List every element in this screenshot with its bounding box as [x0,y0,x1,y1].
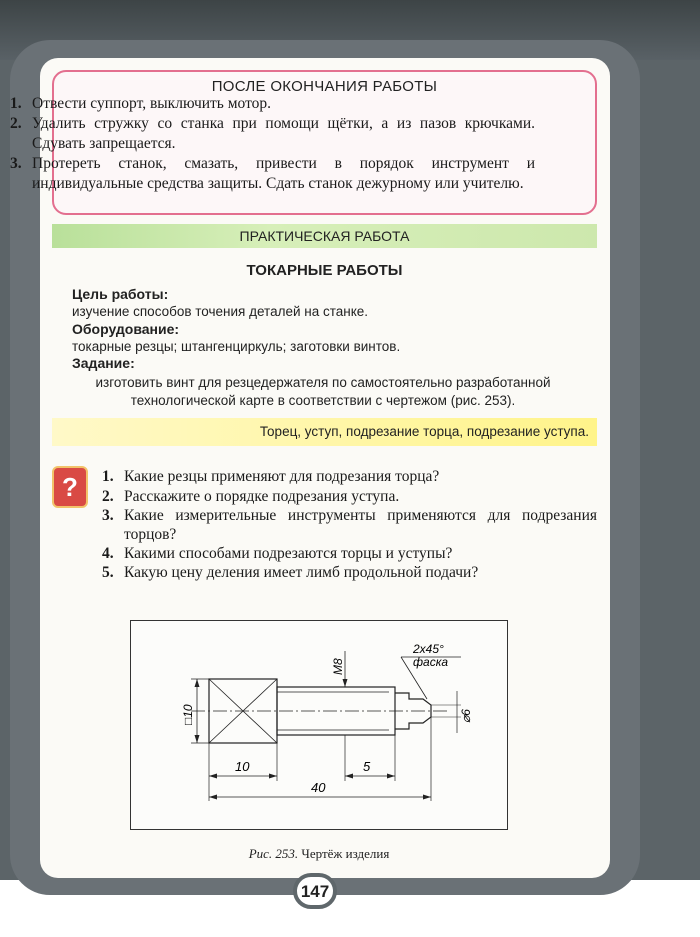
page-number: 147 [300,882,330,901]
question-text: Какие измерительные инструменты применяются для подрезания торцов? [124,507,597,543]
question-mark-glyph: ? [62,472,78,502]
equipment-label: Оборудование: [72,321,180,337]
question-text: Какими способами подрезаются торцы и уступы? [124,545,453,562]
item-number: 3. [10,155,22,172]
thread-label: M8 [331,658,345,675]
caption-text: Чертёж изделия [301,846,390,861]
goal-text: изучение способов точения деталей на станке. [72,304,369,319]
diameter-label: ⌀6 [459,709,473,723]
after-work-item [10,154,535,192]
figure-caption [130,846,508,862]
after-work-title: ПОСЛЕ ОКОНЧАНИЯ РАБОТЫ [211,78,438,95]
question-text: Какие резцы применяют для подрезания торца? [124,468,440,485]
item-text: Протереть станок, смазать, привести в порядок инструмент и индивидуальные средства защиты. Сдать станок дежурному или учителю. [32,155,535,192]
drawing-svg [131,621,507,829]
practical-title: ТОКАРНЫЕ РАБОТЫ [246,262,403,279]
question-text: Расскажите о порядке подрезания уступа. [124,488,400,505]
keywords-band [52,418,597,446]
question-text: Какую цену деления имеет лимб продольной подачи? [124,564,479,581]
item-number: 1. [10,95,22,112]
after-work-item [10,114,535,152]
page-number-badge [293,873,337,909]
task-label: Задание: [72,355,135,371]
equipment-text: токарные резцы; штангенциркуль; заготовки винтов. [72,339,401,354]
question-number: 5. [102,564,114,581]
chamfer-word: фаска [413,655,449,669]
question-mark-icon [52,466,88,508]
square-label: □10 [181,704,195,725]
question-number: 2. [102,488,114,505]
caption-prefix: Рис. 253. [248,846,299,861]
question-number: 1. [102,468,114,485]
practical-header-band [52,224,597,248]
item-text: Отвести суппорт, выключить мотор. [32,95,272,112]
dim-total-label: 40 [311,780,326,795]
item-text: Удалить стружку со станка при помощи щётки, а из пазов крючками. Сдувать запрещается. [32,115,535,152]
after-work-item [10,94,535,114]
question-number: 4. [102,545,114,562]
question-number: 3. [102,507,114,524]
dim-head-label: 10 [235,759,250,774]
dim-thread-end-label: 5 [363,759,371,774]
task-text: изготовить винт для резцедержателя по самостоятельно разработанной технологической карте в соответствии с чертежом (рис. 253). [95,375,551,408]
technical-drawing [130,620,508,830]
keywords-text: Торец, уступ, подрезание торца, подрезание уступа. [259,424,589,439]
goal-label: Цель работы: [72,286,169,302]
practical-header: ПРАКТИЧЕСКАЯ РАБОТА [239,228,410,244]
chamfer-label: 2x45° [413,642,444,656]
item-number: 2. [10,115,22,132]
